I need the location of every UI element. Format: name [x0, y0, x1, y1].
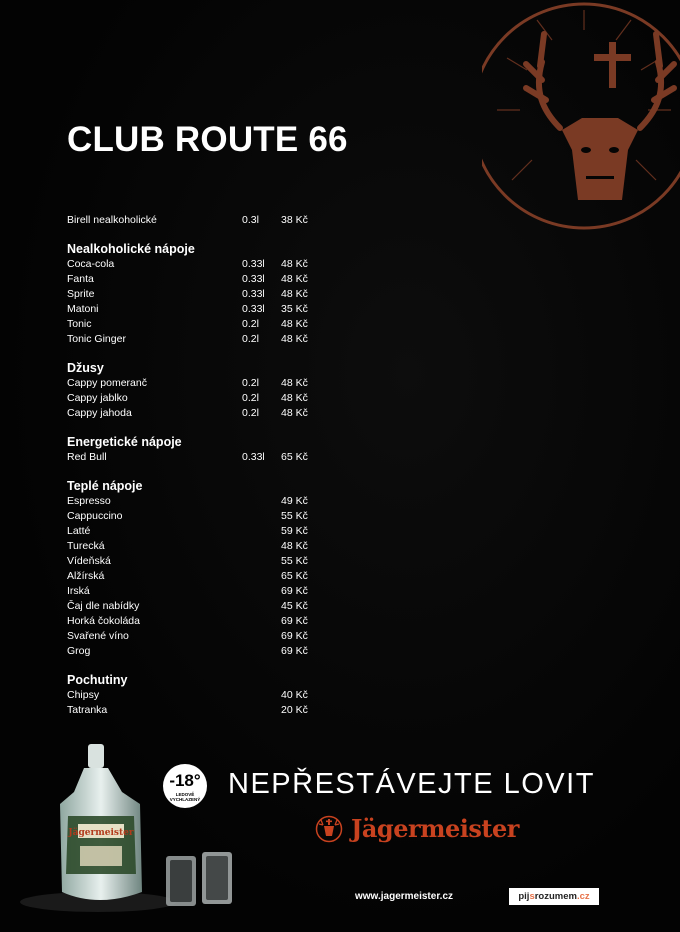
item-volume: 0.2l [242, 407, 259, 419]
menu-item [67, 688, 327, 703]
category-heading: Pochutiny [67, 673, 128, 687]
drinks-menu [67, 213, 327, 718]
menu-item [67, 302, 327, 317]
page-title: CLUB ROUTE 66 [67, 120, 348, 159]
menu-item [67, 272, 327, 287]
menu-item [67, 494, 327, 509]
item-volume: 0.33l [242, 288, 265, 300]
item-price: 69 Kč [281, 615, 308, 627]
menu-item [67, 644, 327, 659]
item-name: Vídeňská [67, 555, 111, 567]
item-price: 55 Kč [281, 510, 308, 522]
item-price: 48 Kč [281, 318, 308, 330]
item-name: Horká čokoláda [67, 615, 140, 627]
item-volume: 0.2l [242, 333, 259, 345]
item-name: Alžírská [67, 570, 105, 582]
item-volume: 0.3l [242, 214, 259, 226]
menu-section [67, 360, 327, 421]
category-heading: Teplé nápoje [67, 479, 143, 493]
badge-mid: s [529, 891, 535, 902]
item-volume: 0.33l [242, 273, 265, 285]
item-price: 65 Kč [281, 570, 308, 582]
item-price: 20 Kč [281, 704, 308, 716]
item-volume: 0.2l [242, 318, 259, 330]
bottle-icon [18, 742, 178, 912]
item-name: Čaj dle nabídky [67, 600, 140, 612]
item-volume: 0.33l [242, 258, 265, 270]
item-name: Sprite [67, 288, 95, 300]
stag-head-icon [315, 815, 343, 843]
item-name: Svařené víno [67, 630, 129, 642]
menu-item [67, 213, 327, 228]
menu-item [67, 317, 327, 332]
item-price: 48 Kč [281, 540, 308, 552]
menu-item [67, 406, 327, 421]
item-price: 48 Kč [281, 273, 308, 285]
item-price: 69 Kč [281, 630, 308, 642]
menu-item [67, 450, 327, 465]
item-name: Cappy jablko [67, 392, 128, 404]
item-price: 65 Kč [281, 451, 308, 463]
menu-item [67, 524, 327, 539]
menu-item [67, 287, 327, 302]
item-name: Cappuccino [67, 510, 123, 522]
item-price: 48 Kč [281, 333, 308, 345]
menu-item [67, 554, 327, 569]
ad-slogan: NEPŘESTÁVEJTE LOVIT [228, 768, 595, 800]
responsibility-badge[interactable] [509, 888, 599, 905]
brand-name: Jägermeister [351, 814, 519, 843]
menu-item [67, 509, 327, 524]
badge-suffix: .cz [576, 891, 590, 902]
menu-item [67, 332, 327, 347]
item-volume: 0.33l [242, 303, 265, 315]
shot-glass-icon [160, 850, 240, 910]
badge-prefix: pij [518, 891, 530, 902]
item-price: 35 Kč [281, 303, 308, 315]
item-price: 48 Kč [281, 288, 308, 300]
item-volume: 0.33l [242, 451, 265, 463]
item-name: Turecká [67, 540, 105, 552]
item-name: Irská [67, 585, 90, 597]
menu-item [67, 703, 327, 718]
badge-main: rozumem [534, 891, 577, 902]
item-name: Grog [67, 645, 91, 657]
item-volume: 0.2l [242, 377, 259, 389]
item-price: 69 Kč [281, 585, 308, 597]
menu-item [67, 539, 327, 554]
stag-head-icon [562, 118, 638, 200]
item-price: 55 Kč [281, 555, 308, 567]
item-name: Coca-cola [67, 258, 115, 270]
item-name: Red Bull [67, 451, 107, 463]
item-name: Tonic Ginger [67, 333, 126, 345]
item-name: Latté [67, 525, 91, 537]
website-link[interactable]: www.jagermeister.cz [355, 891, 454, 902]
item-name: Espresso [67, 495, 111, 507]
item-name: Birell nealkoholické [67, 214, 157, 226]
item-name: Matoni [67, 303, 99, 315]
item-name: Fanta [67, 273, 94, 285]
temperature-badge [163, 764, 207, 808]
item-name: Cappy pomeranč [67, 377, 147, 389]
menu-item [67, 376, 327, 391]
menu-item [67, 614, 327, 629]
item-name: Tatranka [67, 704, 108, 716]
item-volume: 0.2l [242, 392, 259, 404]
menu-item [67, 584, 327, 599]
item-name: Chipsy [67, 689, 100, 701]
stag-cross-emblem-icon [482, 0, 680, 232]
menu-item [67, 599, 327, 614]
item-price: 59 Kč [281, 525, 308, 537]
category-heading: Nealkoholické nápoje [67, 242, 195, 256]
menu-section [67, 213, 327, 228]
category-heading: Džusy [67, 361, 104, 375]
item-price: 48 Kč [281, 377, 308, 389]
menu-section [67, 672, 327, 718]
menu-item [67, 569, 327, 584]
item-price: 45 Kč [281, 600, 308, 612]
menu-section [67, 434, 327, 465]
item-price: 40 Kč [281, 689, 308, 701]
menu-item [67, 257, 327, 272]
item-price: 48 Kč [281, 258, 308, 270]
item-name: Tonic [67, 318, 92, 330]
item-name: Cappy jahoda [67, 407, 132, 419]
item-price: 49 Kč [281, 495, 308, 507]
item-price: 48 Kč [281, 407, 308, 419]
temperature-value: -18° [169, 771, 201, 790]
temperature-sub: VYCHLAZENÝ [169, 797, 201, 802]
item-price: 48 Kč [281, 392, 308, 404]
item-price: 38 Kč [281, 214, 308, 226]
menu-section [67, 478, 327, 659]
menu-section [67, 241, 327, 347]
menu-item [67, 391, 327, 406]
category-heading: Energetické nápoje [67, 435, 182, 449]
bottle-label: Jägermeister [68, 828, 134, 838]
menu-item [67, 629, 327, 644]
temperature-label: LEDOVĚ [175, 792, 195, 797]
item-price: 69 Kč [281, 645, 308, 657]
